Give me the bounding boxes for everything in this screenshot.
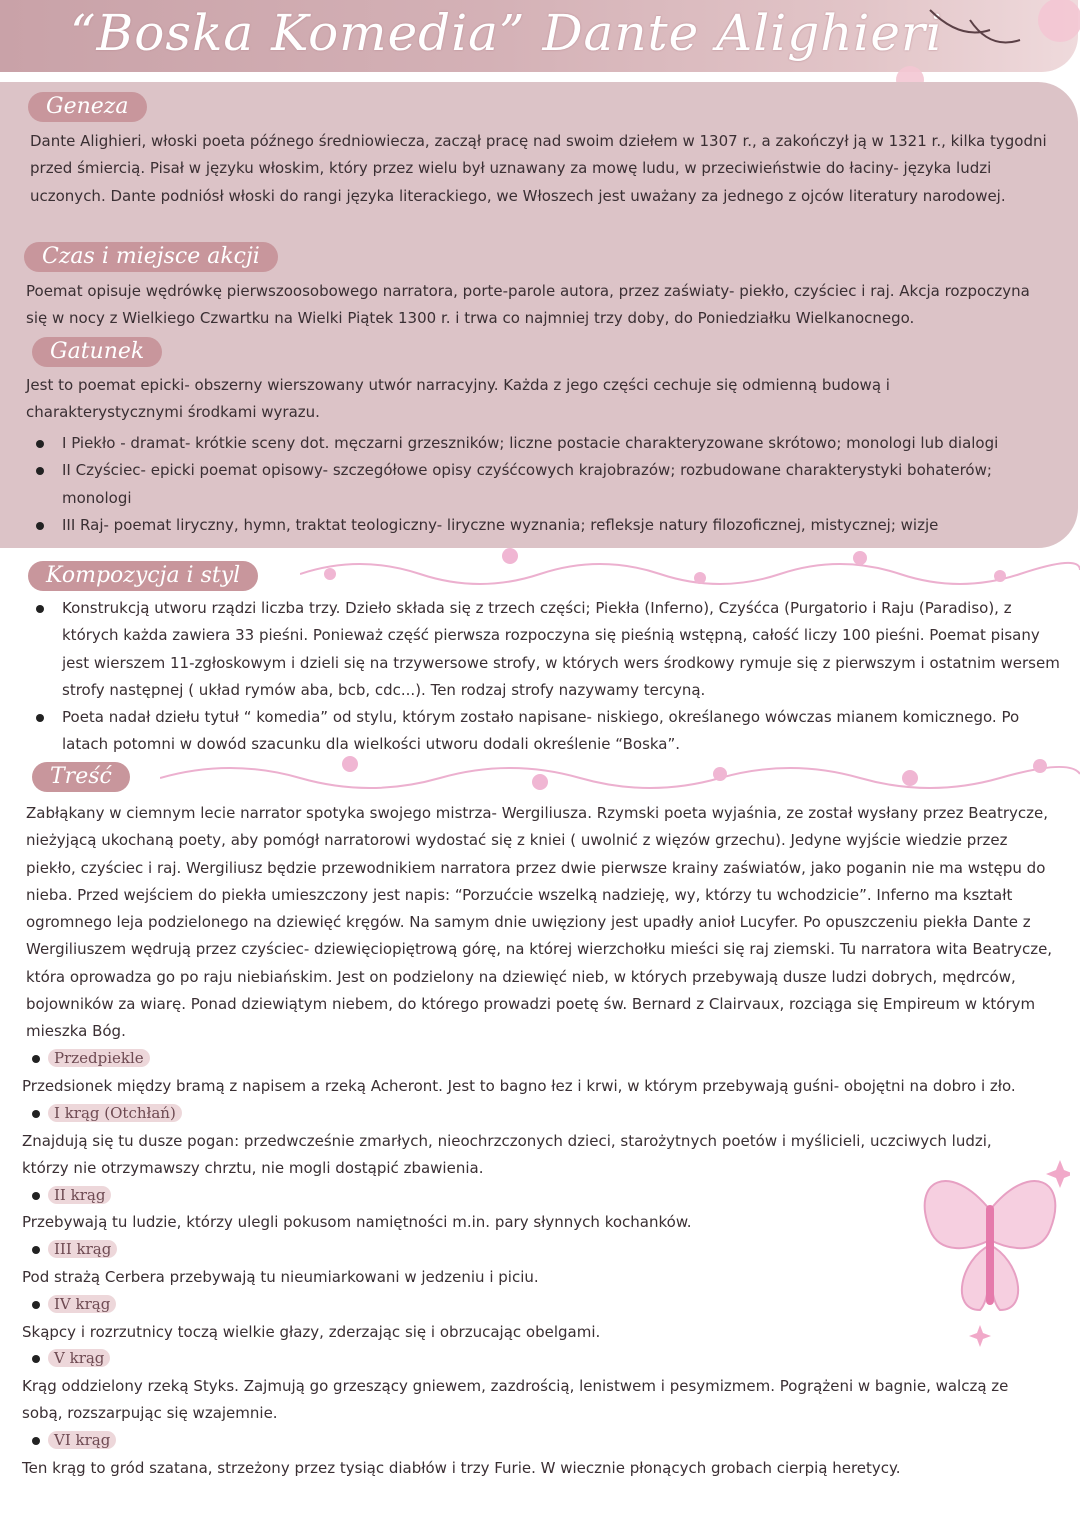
kompozycja-list	[24, 595, 1060, 759]
section-label-kompozycja: Kompozycja i styl	[28, 561, 258, 591]
gatunek-text: Jest to poemat epicki- obszerny wierszowany utwór narracyjny. Każda z jego części cechuje się odmienną budową i charakterystycznymi środkami wyrazu.	[26, 376, 890, 422]
bullet-icon	[32, 1055, 40, 1063]
circle-description: Ten krąg to gród szatana, strzeżony przez tysiąc diabłów i trzy Furie. W wiecznie płonących grobach cierpią heretycy.	[22, 1459, 901, 1477]
floral-divider-icon	[160, 754, 1080, 800]
section-label-gatunek: Gatunek	[32, 337, 162, 367]
circle-description: Znajdują się tu dusze pogan: przedwcześnie zmarłych, nieochrzczonych dzieci, starożytnych poetów i myślicieli, uczciwych ludzi, którzy nie otrzymawszy chrztu, nie mogli dostąpić zbawienia.	[22, 1132, 992, 1178]
circle-heading: IV krąg	[32, 1292, 116, 1316]
circle-heading: III krąg	[32, 1237, 117, 1261]
geneza-text: Dante Alighieri, włoski poeta późnego średniowiecza, zaczął pracę nad swoim dziełem w 1307 r., a zakończył ją w 1321 r., kilka tygodni przed śmiercią. Pisał w języku włoskim, który przez wielu był uznawany za mowę ludu, w przeciwieństwie do łaciny- języka ludzi uczonych. Dante podniósł włoski do rangi języka literackiego, we Włoszech jest uważany za jednego z ojców literatury narodowej.	[30, 132, 1047, 205]
bullet-icon	[32, 1192, 40, 1200]
circle-description: Skąpcy i rozrzutnicy toczą wielkie głazy, zderzając się i obrzucając obelgami.	[22, 1323, 601, 1341]
tresc-text: Zabłąkany w ciemnym lecie narrator spotyka swojego mistrza- Wergiliusza. Rzymski poeta wyjaśnia, ze został wysłany przez Beatrycze, nieżyjącą ukochaną poety, aby pomógł narratorowi wydostać się z kniei ( uwolnić z więzów grzechu). Jedyne wyjście wiedzie przez piekło, czyściec i raj. Wergiliusz będzie przewodnikiem narratora przez dwie pierwsze krainy zaświatów, jako poganin nie ma wstępu do nieba. Przed wejściem do piekła umieszczony jest napis: “Porzućcie wszelką nadzieję, wy, którzy tu wchodzicie”. Inferno ma kształt ogromnego leja podzielonego na dziewięć kręgów. Na samym dnie uwięziony jest upadły anioł Lucyfer. Po opuszczeniu piekła Dante z Wergiliuszem wędrują przez czyściec- dziewięciopiętrową górę, na której wierzchołku mieści się raj ziemski. Tu narratora wita Beatrycze, która oprowadza go po raju niebiańskim. Jest on podzielony na dziewięć nieb, w których przebywają dusze ludzi dobrych, mędrców, bojowników za wiarę. Ponad dziewiątym niebem, do którego prowadzi poetę św. Bernard z Clairvaux, rozciąga się Empireum w którym mieszka Bóg.	[26, 804, 1053, 1041]
section-label-tresc: Treść	[32, 762, 130, 792]
list-item: III Raj- poemat liryczny, hymn, traktat teologiczny- liryczne wyznania; refleksje natury filozoficznej, mistycznej; wizje	[24, 512, 1054, 539]
list-item: II Czyściec- epicki poemat opisowy- szczegółowe opisy czyśćcowych krajobrazów; rozbudowane charakterystyki bohaterów; monologi	[24, 457, 1054, 512]
bullet-icon	[32, 1301, 40, 1309]
page-title: “Boska Komedia” Dante Alighieri	[70, 4, 943, 62]
floral-divider-icon	[300, 548, 1080, 592]
circle-description: Pod strażą Cerbera przebywają tu nieumiarkowani w jedzeniu i piciu.	[22, 1268, 539, 1286]
list-item: I Piekło - dramat- krótkie sceny dot. męczarni grzeszników; liczne postacie charakteryzowane skrótowo; monologi lub dialogi	[24, 430, 1054, 457]
list-item: Poeta nadał dziełu tytuł “ komedia” od stylu, którym zostało napisane- niskiego, określanego wówczas mianem komicznego. Po latach potomni w dowód szacunku dla wielkości utworu dodali określenie “Boska”.	[24, 704, 1060, 759]
bullet-icon	[32, 1110, 40, 1118]
section-label-geneza: Geneza	[28, 92, 147, 122]
circle-description: Przebywają tu ludzie, którzy ulegli pokusom namiętności m.in. pary słynnych kochanków.	[22, 1213, 692, 1231]
butterfly-icon	[910, 1150, 1070, 1350]
czas-text: Poemat opisuje wędrówkę pierwszoosobowego narratora, porte-parole autora, przez zaświaty- piekło, czyściec i raj. Akcja rozpoczyna się w nocy z Wielkiego Czwartku na Wielki Piątek 1300 r. i trwa co najmniej trzy doby, do Poniedziałku Wielkanocnego.	[26, 282, 1030, 328]
bullet-icon	[32, 1246, 40, 1254]
list-item: Konstrukcją utworu rządzi liczba trzy. Dzieło składa się z trzech części; Piekła (Inferno), Czyśćca (Purgatorio i Raju (Paradiso), z których każda zawiera 33 pieśni. Ponieważ część pierwsza rozpoczyna się pieśnią wstępną, całość liczy 100 pieśni. Poemat pisany jest wierszem 11-zgłoskowym i dzieli się na trzywersowe strofy, w których wers środkowy rymuje się z pierwszym i ostatnim wersem strofy następnej ( układ rymów aba, bcb, cdc...). Ten rodzaj strofy nazywamy tercyną.	[24, 595, 1060, 704]
circle-heading: V krąg	[32, 1346, 110, 1370]
circle-heading: VI krąg	[32, 1428, 116, 1452]
bullet-icon	[32, 1355, 40, 1363]
section-label-czas: Czas i miejsce akcji	[24, 242, 278, 272]
circle-heading: II krąg	[32, 1183, 111, 1207]
bullet-icon	[32, 1437, 40, 1445]
gatunek-list	[24, 430, 1054, 539]
circle-heading: Przedpiekle	[32, 1046, 150, 1070]
circle-description: Przedsionek między bramą z napisem a rzeką Acheront. Jest to bagno łez i krwi, w którym przebywają guśni- obojętni na dobro i zło.	[22, 1077, 1016, 1095]
circle-description: Krąg oddzielony rzeką Styks. Zajmują go grzeszący gniewem, zazdrością, lenistwem i pesymizmem. Pogrążeni w bagnie, walczą ze sobą, rozszarpując się wzajemnie.	[22, 1377, 1009, 1423]
circle-heading: I krąg (Otchłań)	[32, 1101, 182, 1125]
